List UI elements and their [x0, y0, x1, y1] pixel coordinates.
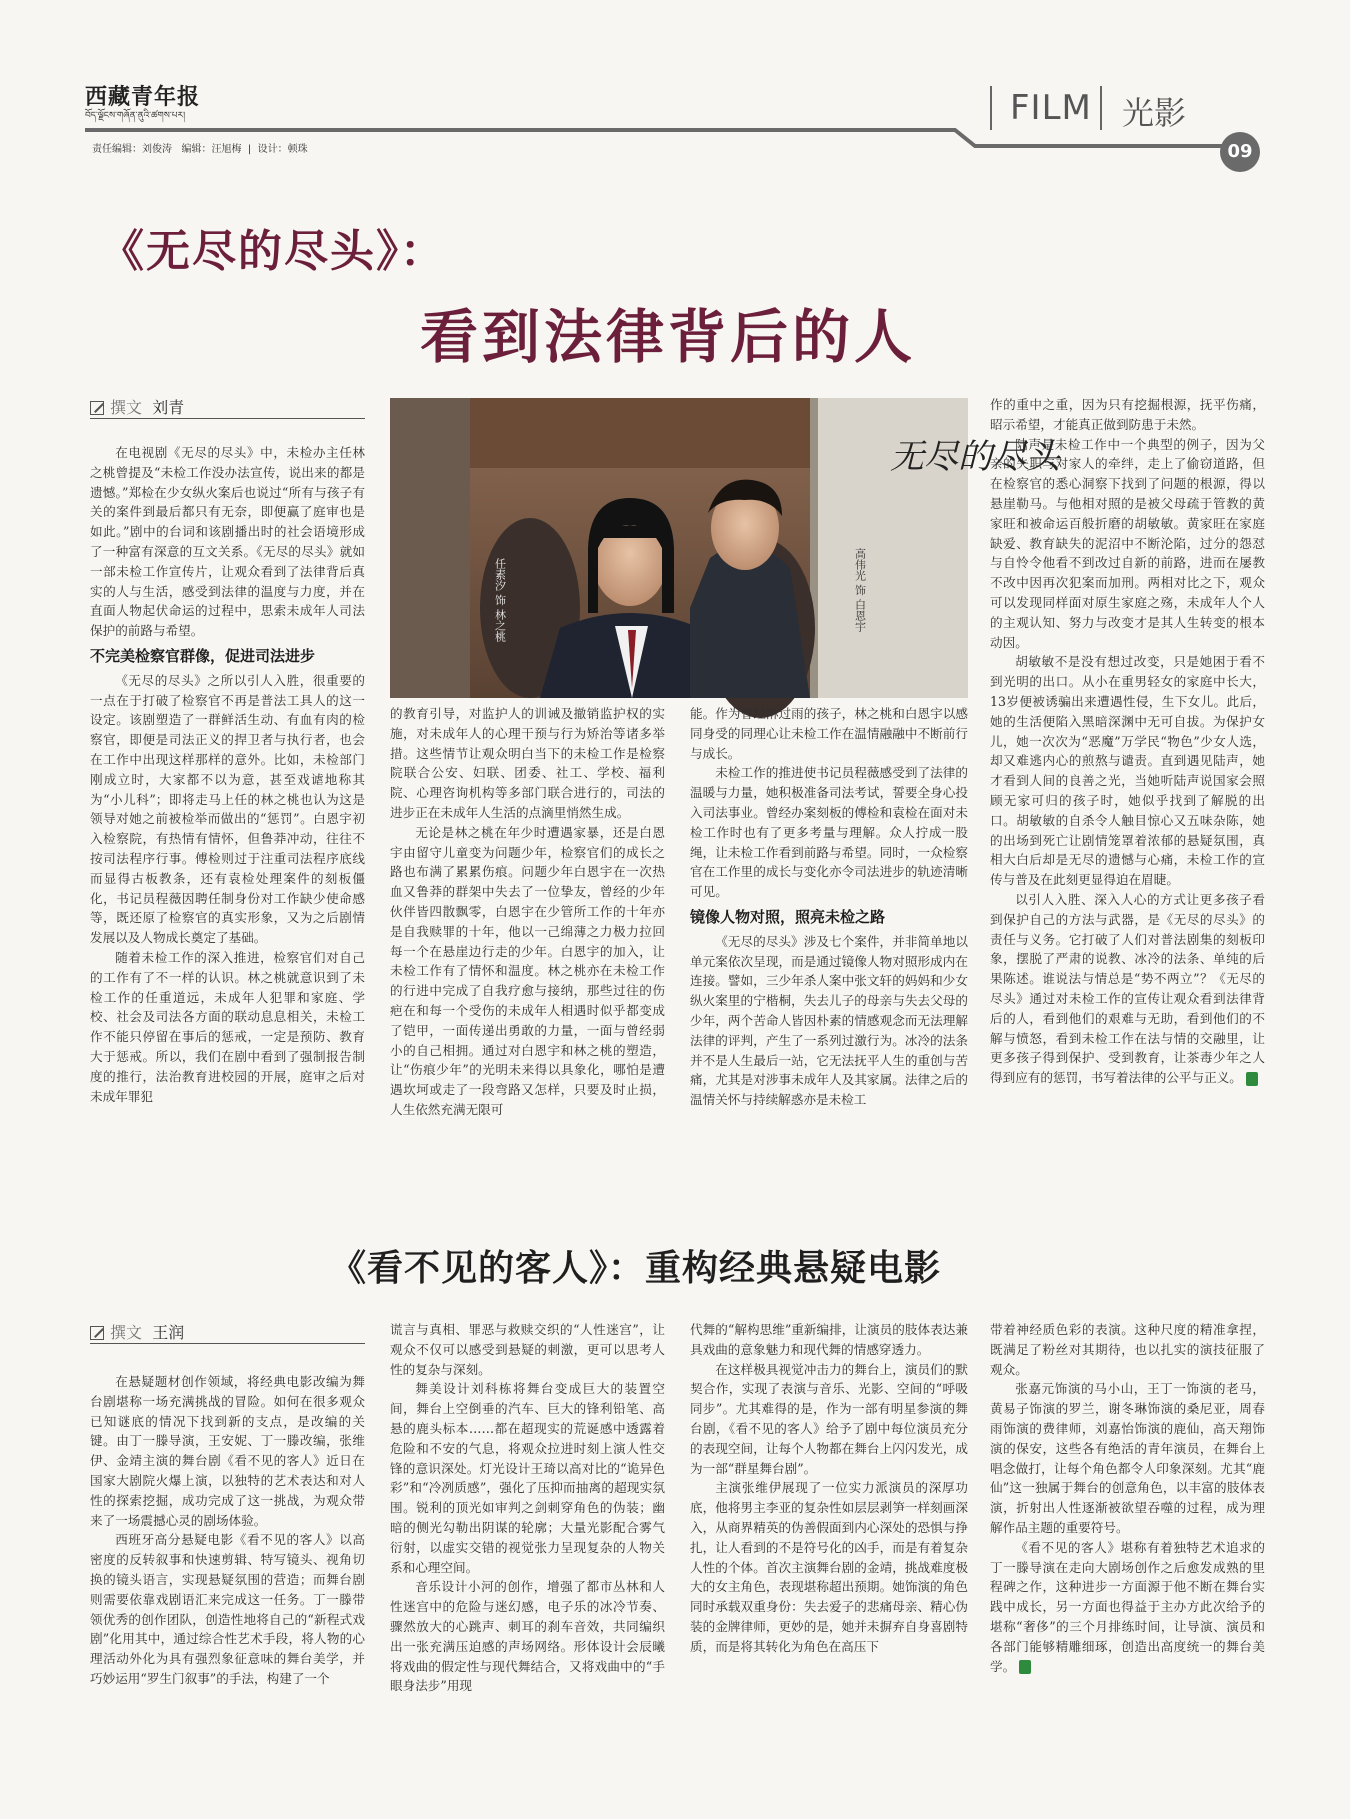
paragraph: 张嘉元饰演的马小山，王丁一饰演的老马，黄易子饰演的罗兰，谢冬琳饰演的桑尼亚，周春雨饰演的费律师，刘嘉怡饰演的鹿仙，高天翔饰演的保安，这些各有绝活的青年演员，在舞台上唱念做打，让每个角色都令人印象深刻。尤其“鹿仙”这一独属于舞台的创意角色，以丰富的肢体表演，折射出人性逐渐被欲望吞噬的过程，成为理解作品主题的重要符号。 [990, 1381, 1265, 1535]
paragraph: 带着神经质色彩的表演。这种尺度的精准拿捏，既满足了粉丝对其期待，也以扎实的演技征服了观众。 [990, 1322, 1265, 1377]
editors-line: 责任编辑：刘俊涛 编辑：汪旭梅 | 设计：顿珠 [92, 144, 308, 155]
byline-author: 刘青 [152, 398, 185, 417]
article2-col1 [90, 1372, 365, 1689]
pen-icon [90, 401, 104, 415]
paragraph: 代舞的“解构思维”重新编排，让演员的肢体表达兼具戏曲的意象魅力和现代舞的情感穿透力。 [690, 1322, 968, 1357]
paragraph: 作的重中之重，因为只有挖掘根源，抚平伤痛，昭示希望，才能真正做到防患于未然。 [990, 397, 1265, 432]
drama-still-photo [390, 398, 1060, 698]
paragraph: 舞美设计刘科栋将舞台变成巨大的装置空间，舞台上空倒垂的汽车、巨大的锋利铅笔、高悬的鹿头标本……都在超现实的荒诞感中透露着危险和不安的气息，将观众拉进时刻上演人性交锋的意识深处。灯光设计王琦以高对比的“诡异色彩”和“冷冽质感”，强化了压抑而抽离的超现实氛围。锐利的顶光如审判之剑刺穿角色的伪装；幽暗的侧光勾勒出阴谋的轮廓；大量光影配合雾气衍射，以虚实交错的视觉张力呈现复杂的人物关系和心理空间。 [390, 1381, 665, 1575]
end-mark-icon [1019, 1660, 1031, 1674]
section-divider-left [990, 86, 992, 130]
article1-col2 [390, 704, 665, 1120]
paragraph: 在电视剧《无尽的尽头》中，未检办主任林之桃曾提及“未检工作没办法宣传，说出来的都是遗憾。”郑检在少女纵火案后也说过“所有与孩子有关的案件到最后都只有无奈，即便赢了庭审也是如此。”剧中的台词和该剧播出时的社会语境形成了一种富有深意的互文关系。《无尽的尽头》就如一部未检工作宣传片，让观众看到了法律背后真实的人与生活，感受到法律的温度与力度，并在直面人物起伏命运的过程中，思索未成年人司法保护的前路与希望。 [90, 445, 365, 639]
masthead: 西藏青年报 [85, 84, 201, 110]
photo-credit-left: 任素汐 饰 林之桃 [493, 558, 507, 642]
article1-col1 [90, 443, 365, 1106]
paragraph: 无论是林之桃在年少时遭遇家暴，还是白恩宇由留守儿童变为问题少年，检察官们的成长之路也布满了累累伤痕。问题少年白恩宇在一次热血又鲁莽的群架中失去了一位挚友，曾经的少年伙伴皆四散飘零，白恩宇在少管所工作的十年亦是自我赎罪的十年，他以一己绵薄之力极力拉回每一个在悬崖边行走的少年。白恩宇的加入，让未检工作有了情怀和温度。林之桃亦在未检工作的行进中完成了自我疗愈与接纳，那些过往的伤疤在和每一个受伤的未成年人相遇时似乎都变成了铠甲，一面传递出勇敢的力量，一面与曾经弱小的自己相拥。通过对白恩宇和林之桃的塑造，让“伤痕少年”的光明未来得以具象化，哪怕是遭遇坎坷或走了一段弯路又怎样，只要及时止损，人生依然充满无限可 [390, 824, 665, 1117]
article2-byline [90, 1320, 184, 1343]
paragraph: 音乐设计小河的创作，增强了都市丛林和人性迷宫中的危险与迷幻感，电子乐的冰冷节奏、骤然放大的心跳声、刺耳的刹车音效，共同编织出一张充满压迫感的声场网络。形体设计会辰曦将戏曲的假定性与现代舞结合，又将戏曲中的“手眼身法步”用现 [390, 1579, 665, 1694]
pen-icon [90, 1326, 104, 1340]
article2-col2 [390, 1320, 665, 1696]
article1-byline [90, 395, 184, 418]
paragraph: 谎言与真相、罪恶与救赎交织的“人性迷宫”，让观众不仅可以感受到悬疑的刺激，更可以思考人性的复杂与深刻。 [390, 1322, 665, 1377]
paragraph: 在这样极具视觉冲击力的舞台上，演员们的默契合作，实现了表演与音乐、光影、空间的“呼吸同步”。尤其难得的是，作为一部有明星参演的舞台剧，《看不见的客人》给予了剧中每位演员充分的表现空间，让每个人物都在舞台上闪闪发光，成为一部“群星舞台剧”。 [690, 1361, 968, 1476]
article2-col4 [990, 1320, 1265, 1676]
section-divider-mid [1100, 86, 1102, 130]
paragraph-text: 以引人入胜、深入人心的方式让更多孩子看到保护自己的方法与武器，是《无尽的尽头》的责任与义务。它打破了人们对普法剧集的刻板印象，摆脱了严肃的说教、冰冷的法条、单纯的后果陈述。谁说法与情总是“势不两立”？《无尽的尽头》通过对未检工作的宣传让观众看到法律背后的人，看到他们的艰难与无助，看到他们的不解与愤怒，看到未检工作在法与情的交融里，让更多孩子得到保护、受到教育，让茶毒少年之人得到应有的惩罚，书写着法律的公平与正义。 [990, 891, 1265, 1086]
paragraph: 随着未检工作的深入推进，检察官们对自己的工作有了不一样的认识。林之桃就意识到了未检工作的任重道远，未成年人犯罪和家庭、学校、社会及司法各方面的联动息息相关，未检工作不能只停留在事后的惩戒，一定是预防、教育大于惩戒。所以，我们在剧中看到了强制报告制度的推行，法治教育进校园的开展，庭审之后对未成年罪犯 [90, 949, 365, 1104]
article2-col3 [690, 1320, 968, 1657]
article1-col3 [690, 704, 968, 1110]
article1-title-line2: 看到法律背后的人 [420, 303, 917, 371]
paragraph: 未检工作的推进使书记员程薇感受到了法律的温暖与力量，她积极准备司法考试，誓要全身心投入司法事业。曾经办案刻板的傅检和袁检在面对未检工作时也有了更多考量与理解。众人拧成一股绳，让未检工作看到前路与希望。同时，一众检察官在工作里的成长与变化亦令司法进步的轨迹清晰可见。 [690, 765, 968, 900]
photo-title: 无尽的尽头 [890, 437, 1060, 477]
photo-credit-right: 高伟光 饰 白恩宇 [853, 548, 867, 632]
paragraph: 的教育引导，对监护人的训诫及撤销监护权的实施，对未成年人的心理干预与行为矫治等诸多举措。这些情节让观众明白当下的未检工作是检察院联合公安、妇联、团委、社工、学校、福利院、心理咨询机构等多部门联合进行的，司法的进步正在未成年人生活的点滴里悄然生成。 [390, 706, 665, 820]
byline-rule [90, 1343, 365, 1344]
paragraph: 西班牙高分悬疑电影《看不见的客人》以高密度的反转叙事和快速剪辑、特写镜头、视角切换的镜头语言，实现悬疑氛围的营造；而舞台剧则需要依靠戏剧语汇来完成这一任务。丁一滕带领优秀的创作团队，创造性地将自己的“新程式戏剧”化用其中，通过综合性艺术手段，将人物的心理活动外化为具有强烈象征意味的舞台美学，并巧妙运用“罗生门叙事”的手法，构建了一个 [90, 1532, 365, 1686]
paragraph: 主演张维伊展现了一位实力派演员的深厚功底，他将男主李亚的复杂性如层层剥笋一样刻画深入，从商界精英的伪善假面到内心深处的恐惧与挣扎，让人看到的不是符号化的凶手，而是有着复杂人性的个体。首次主演舞台剧的金靖，挑战难度极大的女主角色，表现堪称超出预期。她饰演的角色同时承载双重身份：失去爱子的悲痛母亲、精心伪装的金牌律师，更妙的是，她并未摒弃自身喜剧特质，而是将其转化为角色在高压下 [690, 1480, 968, 1654]
paragraph [990, 1538, 1265, 1677]
subheading: 镜像人物对照，照亮未检之路 [690, 907, 886, 926]
paragraph: 《无尽的尽头》之所以引人入胜，很重要的一点在于打破了检察官不再是普法工具人的这一设定。该剧塑造了一群鲜活生动、有血有肉的检察官，即便是司法正义的捍卫者与执行者，也会在工作中出现这样那样的意外。比如，未检部门刚成立时，大家都不以为意，甚至戏谑地称其为“小儿科”；即将走马上任的林之桃也认为这是领导对她之前被检举而做出的“惩罚”。白恩宇初入检察院，有热情有情怀，但鲁莽冲动，往往不按司法程序行事。傅检则过于注重司法程序底线而显得古板教条，还有袁检处理案件的刻板僵化，书记员程薇因聘任制身份对工作缺少使命感等，既还原了检察官的真实形象，又为之后剧情发展以及人物成长奠定了基础。 [90, 672, 365, 946]
paragraph-text: 《看不见的客人》堪称有着独特艺术追求的丁一滕导演在走向大剧场创作之后愈发成熟的里程碑之作，这种进步一方面源于他不断在舞台实践中成长，另一方面也得益于主办方此次给予的堪称“奢侈”的三个月排练时间，让导演、演员和各部门能够精雕细琢，创造出高度统一的舞台美学。 [990, 1539, 1265, 1674]
byline-rule [90, 418, 365, 419]
paragraph [990, 890, 1265, 1088]
paragraph: 陆声是未检工作中一个典型的例子，因为父亲的失职与对家人的牵绊，走上了偷窃道路，但在检察官的悉心洞察下找到了问题的根源，得以悬崖勒马。与他相对照的是被父母疏于管教的黄家旺和被命运百般折磨的胡敏敏。黄家旺在家庭缺爱、教育缺失的泥沼中不断沦陷，过分的怨怼与自怜令他看不到改过自新的前路，进而在屡教不改中因再次犯案而加刑。两相对比之下，观众可以发现同样面对原生家庭之殇，未成年人个人的主观认知、努力与改变才是其人生转变的根本动因。 [990, 436, 1265, 650]
paragraph: 胡敏敏不是没有想过改变，只是她困于看不到光明的出口。从小在重男轻女的家庭中长大，13岁便被诱骗出来遭遇性侵，生下女儿。此后，她的生活便陷入黑暗深渊中无可自拔。为保护女儿，她一次次为“恶魔”万学民“物色”少女人选，却又难逃内心的煎熬与谴责。直到遇见陆声，她才看到人间的良善之光，当她听陆声说国家会照顾无家可归的孩子时，她似乎找到了解脱的出口。胡敏敏的自杀令人触目惊心又五味杂陈，她的出场到死亡让剧情笼罩着浓郁的悬疑氛围，真相大白后却是无尽的遗憾与心痛，未检工作的宣传与普及在此刻更显得迫在眉睫。 [990, 654, 1265, 888]
byline-author: 王润 [152, 1323, 185, 1342]
paragraph: 能。作为曾经淋过雨的孩子，林之桃和白恩宇以感同身受的同理心让未检工作在温情融融中不断前行与成长。 [690, 706, 968, 761]
article2-title: 《看不见的客人》：重构经典悬疑电影 [330, 1247, 942, 1289]
paragraph: 《无尽的尽头》涉及七个案件，并非简单地以单元案依次呈现，而是通过镜像人物对照形成内在连接。譬如，三少年杀人案中张文轩的妈妈和少女纵火案里的宁楷桐，失去儿子的母亲与失去父母的少年，两个苦命人皆因朴素的情感观念而无法理解法律的评判，产生了一系列过激行为。冰冷的法条并不是人生最后一站，它无法抚平人生的重创与苦痛，尤其是对涉事未成年人及其家属。法律之后的温情关怀与持续解惑亦是未检工 [690, 933, 968, 1108]
page-number: 09 [1220, 132, 1260, 172]
article1-title-line1: 《无尽的尽头》： [100, 226, 446, 277]
masthead-subtitle: བོད་ལྗོངས་གཞོན་ནུའི་ཚགས་པར། [85, 111, 186, 121]
subheading: 不完美检察官群像，促进司法进步 [90, 646, 316, 665]
article1-col4 [990, 395, 1265, 1088]
end-mark-icon [1246, 1072, 1258, 1086]
paragraph: 在悬疑题材创作领域，将经典电影改编为舞台剧堪称一场充满挑战的冒险。如何在很多观众已知谜底的情况下找到新的支点，是改编的关键。由丁一滕导演，王安妮、丁一滕改编，张维伊、金靖主演的舞台剧《看不见的客人》近日在国家大剧院火爆上演，以独特的艺术表达和对人性的探索挖掘，成功完成了这一挑战，为观众带来了一场震撼心灵的剧场体验。 [90, 1374, 365, 1528]
byline-label: 撰文 [110, 1323, 143, 1342]
byline-label: 撰文 [110, 398, 143, 417]
section-label-cn: 光影 [1122, 94, 1187, 132]
section-label-en: FILM [1010, 88, 1092, 128]
